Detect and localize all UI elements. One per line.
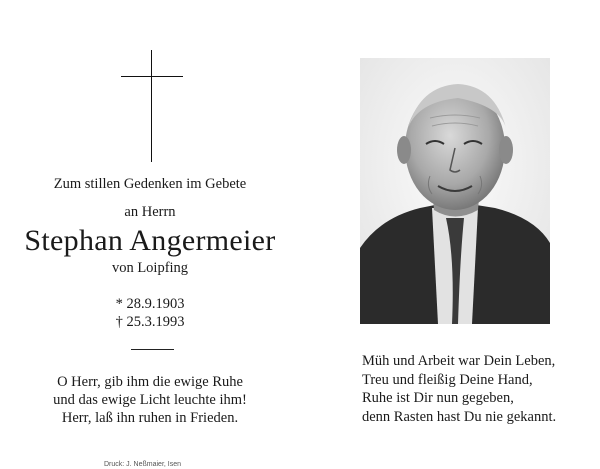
verse-text: [362, 352, 592, 426]
cross-icon: [121, 50, 183, 162]
verse-line: denn Rasten hast Du nie gekannt.: [362, 408, 557, 425]
origin-text: von Loipfing: [111, 260, 189, 276]
prayer-line: und das ewige Licht leuchte ihm!: [53, 392, 247, 408]
printer-credit: Druck: J. Neßmaier, Isen: [104, 461, 182, 468]
life-dates: [0, 295, 300, 331]
death-date: † 25.3.1993: [115, 314, 185, 330]
prayer-text: [0, 373, 300, 427]
prayer-line: O Herr, gib ihm die ewige Ruhe: [57, 374, 243, 390]
deceased-name: Stephan Angermeier: [24, 224, 276, 257]
portrait-photo: [360, 58, 550, 324]
divider: [131, 349, 174, 350]
birth-date: * 28.9.1903: [115, 296, 185, 312]
verse-line: Treu und fleißig Deine Hand,: [362, 371, 533, 388]
verse-line: Müh und Arbeit war Dein Leben,: [362, 353, 556, 369]
prayer-line: Herr, laß ihn ruhen in Frieden.: [61, 410, 239, 426]
salutation: an Herrn: [124, 204, 176, 220]
verse-line: Ruhe ist Dir nun gegeben,: [362, 390, 514, 406]
intro-text: Zum stillen Gedenken im Gebete: [53, 176, 247, 192]
